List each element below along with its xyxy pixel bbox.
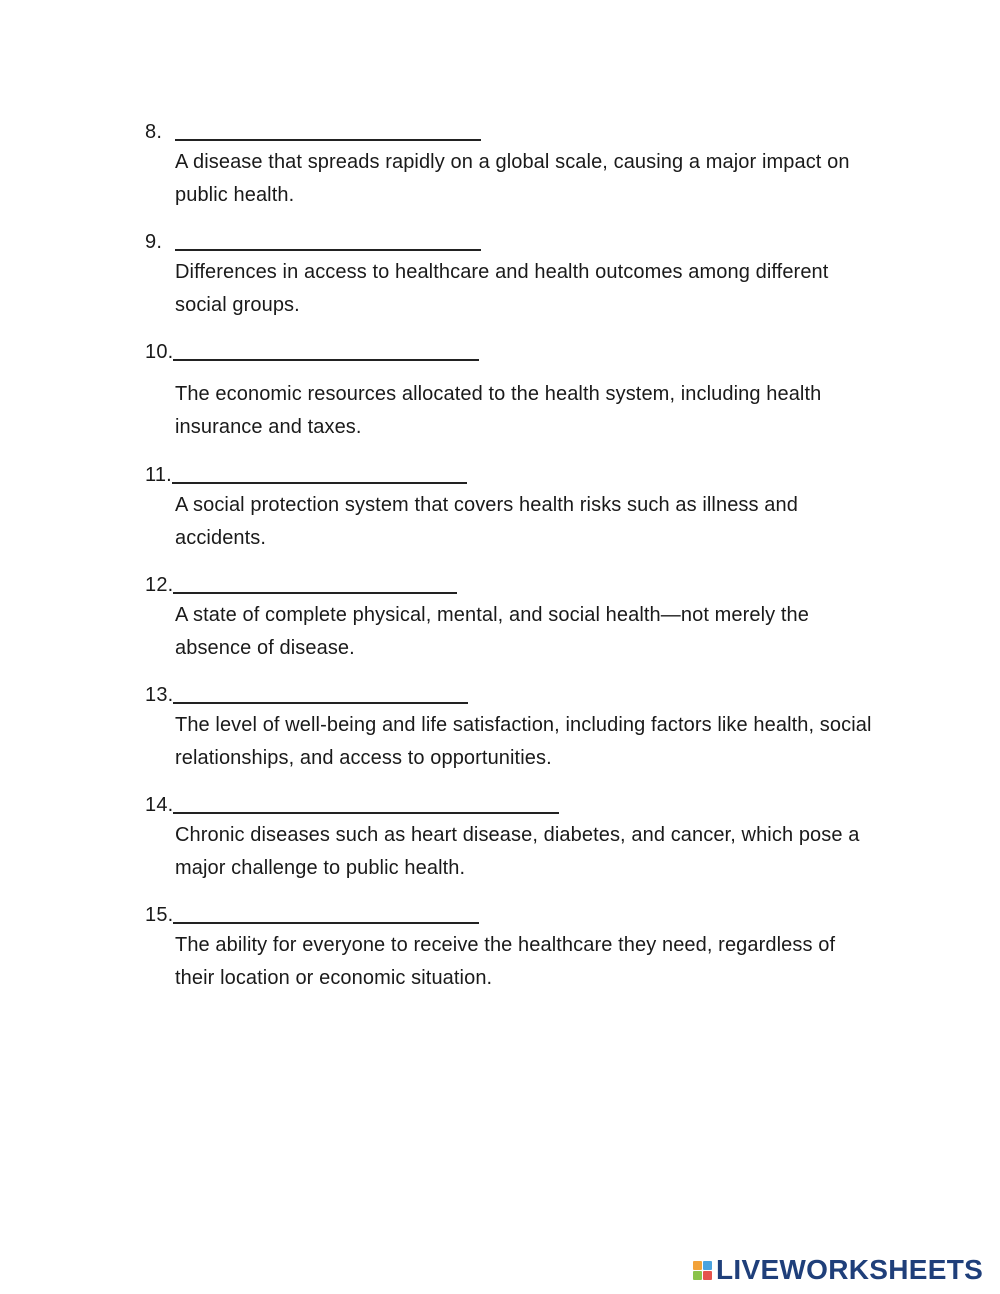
question-description: A social protection system that covers health risks such as illness and accidents. [175, 494, 798, 549]
answer-line-13 [145, 681, 468, 707]
answer-line-10 [145, 338, 479, 364]
answer-line-14 [145, 791, 559, 817]
logo-square-3 [693, 1271, 702, 1280]
answer-blank[interactable] [173, 922, 479, 924]
answer-blank[interactable] [175, 139, 481, 141]
answer-line-15 [145, 901, 479, 927]
question-number: 11. [145, 464, 172, 486]
question-description: Chronic diseases such as heart disease, diabetes, and cancer, which pose a major challenge to public health. [175, 824, 860, 879]
question-number: 12. [145, 574, 174, 596]
liveworksheets-logo-icon [693, 1261, 712, 1280]
liveworksheets-logo[interactable] [693, 1255, 983, 1285]
question-description: Differences in access to healthcare and health outcomes among different social groups. [175, 261, 829, 316]
question-number: 8. [145, 121, 163, 143]
question-number: 14. [145, 794, 174, 816]
answer-line-11 [145, 461, 467, 487]
question-description: A disease that spreads rapidly on a global scale, causing a major impact on public health. [175, 151, 850, 206]
question-number: 9. [145, 231, 163, 253]
answer-line-9 [145, 228, 481, 254]
question-number: 10. [145, 341, 174, 363]
question-description: The economic resources allocated to the health system, including health insurance and taxes. [175, 383, 822, 438]
answer-line-12 [145, 571, 457, 597]
answer-blank[interactable] [173, 812, 559, 814]
answer-blank[interactable] [172, 482, 467, 484]
logo-square-1 [693, 1261, 702, 1270]
question-number: 13. [145, 684, 174, 706]
logo-square-2 [703, 1261, 712, 1270]
answer-blank[interactable] [175, 249, 481, 251]
question-description: The ability for everyone to receive the healthcare they need, regardless of their location or economic situation. [175, 934, 836, 989]
question-description: A state of complete physical, mental, and social health—not merely the absence of disease. [175, 604, 810, 659]
answer-line-8 [145, 118, 481, 144]
answer-blank[interactable] [173, 702, 468, 704]
question-number: 15. [145, 904, 174, 926]
answer-blank[interactable] [173, 359, 479, 361]
answer-blank[interactable] [173, 592, 457, 594]
question-description: The level of well-being and life satisfaction, including factors like health, social relationships, and access to opportunities. [175, 714, 872, 769]
logo-square-4 [703, 1271, 712, 1280]
logo-text: LIVEWORKSHEETS [716, 1254, 984, 1285]
